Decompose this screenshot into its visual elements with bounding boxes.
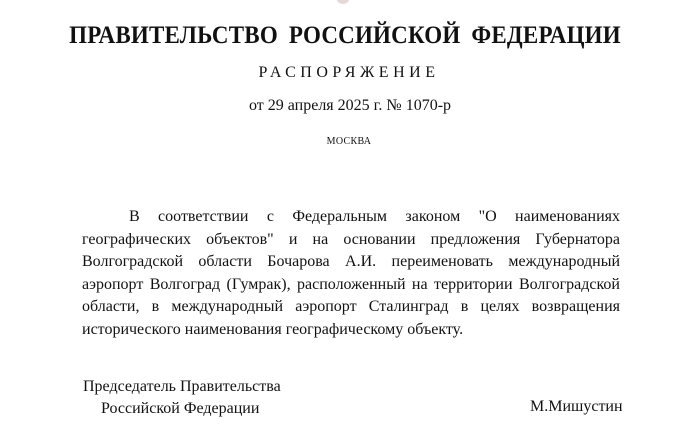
order-paragraph: В соответствии с Федеральным законом "О наименованиях географических объектов" и на основании предложения Губернатора Волгоградской области Бочарова А.И. переименовать международный аэропорт Волгоград (Гумрак), расположенный на территории Волгоградской области, в международный аэропорт Сталинград в целях возвращения исторического наименования географическому объекту.	[82, 208, 620, 338]
signatory-position-line-2: Российской Федерации	[101, 400, 260, 417]
signatory-name: М.Мишустин	[530, 398, 623, 415]
state-emblem-fragment	[336, 0, 350, 4]
government-title: ПРАВИТЕЛЬСТВО РОССИЙСКОЙ ФЕДЕРАЦИИ	[69, 20, 621, 49]
signatory-position-line-1: Председатель Правительства	[83, 378, 281, 395]
document-type: РАСПОРЯЖЕНИЕ	[258, 64, 440, 81]
signatory-position	[83, 376, 281, 420]
document-date-number: от 29 апреля 2025 г. № 1070-р	[248, 97, 452, 114]
document-city: МОСКВА	[326, 136, 372, 147]
